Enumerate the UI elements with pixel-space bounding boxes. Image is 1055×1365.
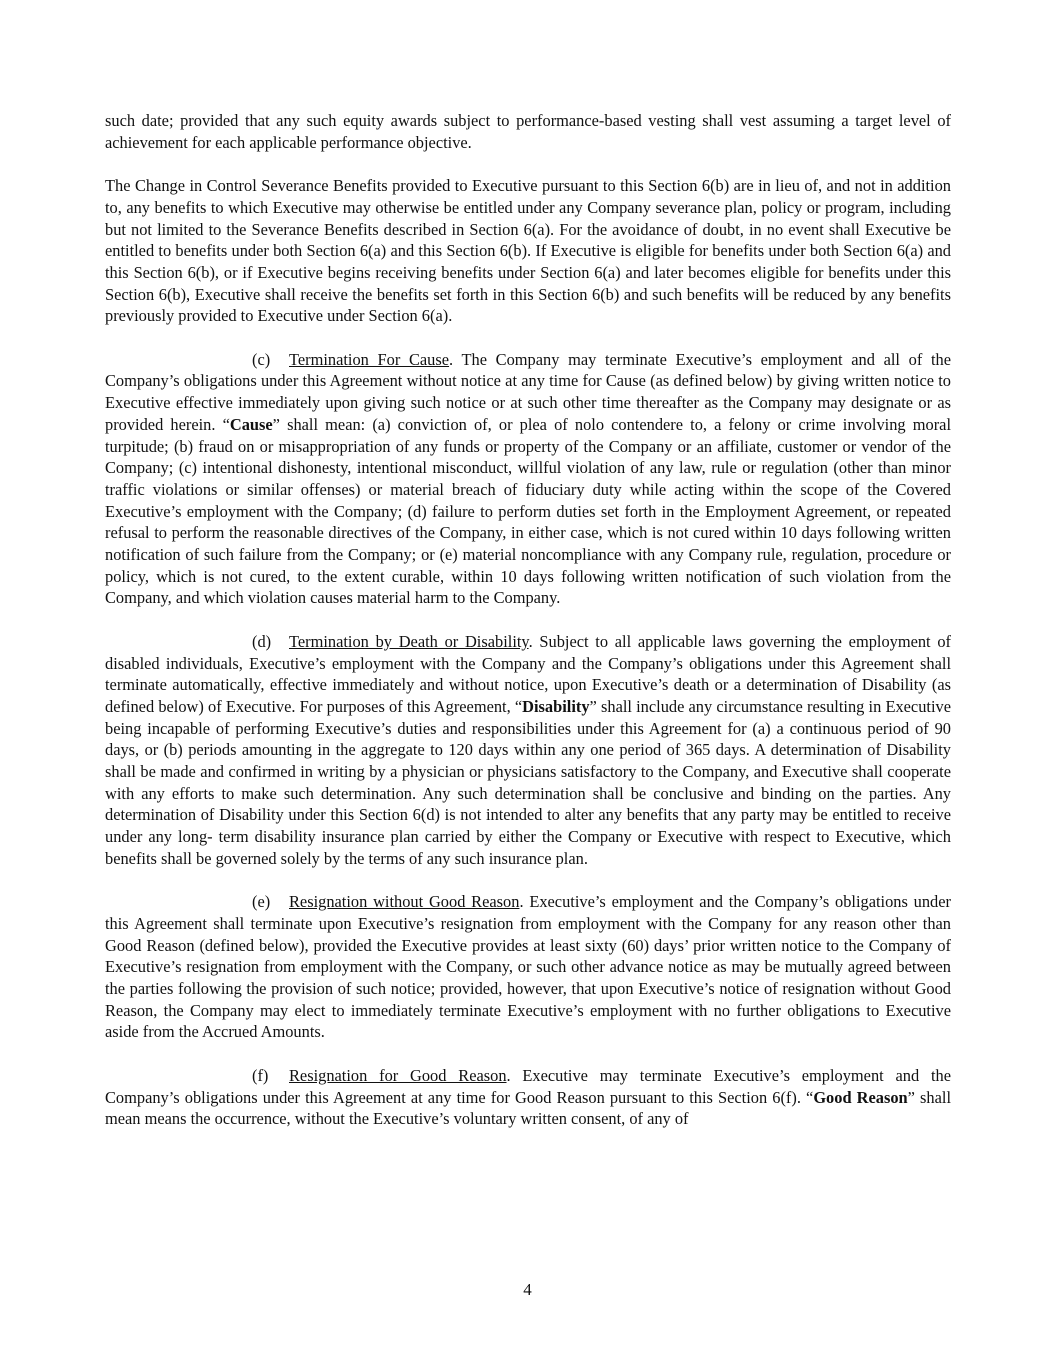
section-d-defined-term: Disability: [522, 696, 590, 716]
section-f-marker: (f): [252, 1065, 269, 1085]
section-c-marker: (c): [252, 349, 271, 369]
section-d-death-or-disability: [105, 631, 951, 870]
section-e-marker: (e): [252, 892, 271, 912]
section-c-text-part1: . The Company may terminate Executive’s employment and all of the Company’s obligations under this Agreement without notice at any time for Cause (as defined below) by giving written notice to Executive effective immediately upon giving such notice or at such other time thereafter as the Company may designate or as provided herein. “: [105, 349, 951, 434]
section-d-text-part1: . Subject to all applicable laws governing the employment of disabled individuals, Executive’s employment with the Company and the Company’s obligations under this Agreement shall terminate automatically, effective immediately and without notice, upon Executive’s death or a determination of Disability (as defined below) of Executive. For purposes of this Agreement, “: [105, 631, 951, 716]
section-f-defined-term: Good Reason: [813, 1087, 908, 1107]
section-d-text-part2: ” shall include any circumstance resulting in Executive being incapable of performing Executive’s duties and responsibilities under this Agreement for (a) a continuous period of 90 days, or (b) periods amounting in the aggregate to 120 days within any one period of 365 days. A determination of Disability shall be made and confirmed in writing by a physician or physicians satisfactory to the Company, and Executive shall cooperate with any efforts to make such determination. Any such determination shall be conclusive and binding on the parties. Any determination of Disability under this Section 6(d) is not intended to alter any benefits that any party may be entitled to receive under any long- term disability insurance plan carried by either the Company or Executive with respect to Executive, which benefits shall be governed solely by the terms of any such insurance plan.: [105, 696, 951, 868]
section-c-text-part2: ” shall mean: (a) conviction of, or plea of nolo contendere to, a felony or crime involving moral turpitude; (b) fraud on or misappropriation of any funds or property of the Company or an affiliate, customer or vendor of the Company; (c) intentional dishonesty, intentional misconduct, willful violation of any law, rule or regulation (other than minor traffic violations or similar offenses) or material breach of fiduciary duty while acting within the scope of the Covered Executive’s employment with the Company; (d) failure to perform duties set forth in the Employment Agreement, or repeated refusal to perform the reasonable directives of the Company, in either case, which is not cured within 10 days following written notification of such failure from the Company; or (e) material noncompliance with any Company rule, regulation, procedure or policy, which is not cured, to the extent curable, within 10 days following written notification of such violation from the Company, and which violation causes material harm to the Company.: [105, 414, 951, 608]
section-d-heading: Termination by Death or Disability: [289, 631, 529, 651]
section-c-heading: Termination For Cause: [289, 349, 450, 369]
section-e-resignation-without-good-reason: [105, 891, 951, 1043]
section-f-text-part1: . Executive may terminate Executive’s employment and the Company’s obligations under this Agreement at any time for Good Reason pursuant to this Section 6(f). “: [105, 1065, 951, 1107]
page-number: 4: [523, 1280, 532, 1299]
section-f-heading: Resignation for Good Reason: [289, 1065, 507, 1085]
section-c-termination-for-cause: [105, 349, 951, 609]
document-page: [105, 110, 951, 1152]
section-d-marker: (d): [252, 631, 272, 651]
section-f-text-part2: ” shall mean means the occurrence, without the Executive’s voluntary written consent, of any of: [105, 1087, 951, 1129]
paragraph-change-in-control: The Change in Control Severance Benefits provided to Executive pursuant to this Section 6(b) are in lieu of, and not in addition to, any benefits to which Executive may otherwise be entitled under any Company severance plan, policy or program, including but not limited to the Severance Benefits described in Section 6(a). For the avoidance of doubt, in no event shall Executive be entitled to benefits under both Section 6(a) and this Section 6(b). If Executive is eligible for benefits under both Section 6(a) and this Section 6(b), or if Executive begins receiving benefits under Section 6(a) and later becomes eligible for benefits under this Section 6(b), Executive shall receive the benefits set forth in this Section 6(b) and such benefits will be reduced by any benefits previously provided to Executive under Section 6(a).: [105, 176, 951, 326]
section-c-defined-term: Cause: [229, 414, 273, 434]
paragraph-equity-vesting: such date; provided that any such equity awards subject to performance-based vesting shall vest assuming a target level of achievement for each applicable performance objective.: [105, 111, 951, 152]
section-f-resignation-for-good-reason: [105, 1065, 951, 1130]
section-e-text: . Executive’s employment and the Company’s obligations under this Agreement shall terminate upon Executive’s resignation from employment with the Company for any reason other than Good Reason (defined below), provided the Executive provides at least sixty (60) days’ prior written notice to the Company of Executive’s resignation from employment with the Company, or such other advance notice as may be mutually agreed between the parties following the provision of such notice; provided, however, that upon Executive’s notice of resignation without Good Reason, the Company may elect to immediately terminate Executive’s employment with no further obligations to Executive aside from the Accrued Amounts.: [105, 892, 951, 1042]
section-e-heading: Resignation without Good Reason: [289, 892, 520, 912]
